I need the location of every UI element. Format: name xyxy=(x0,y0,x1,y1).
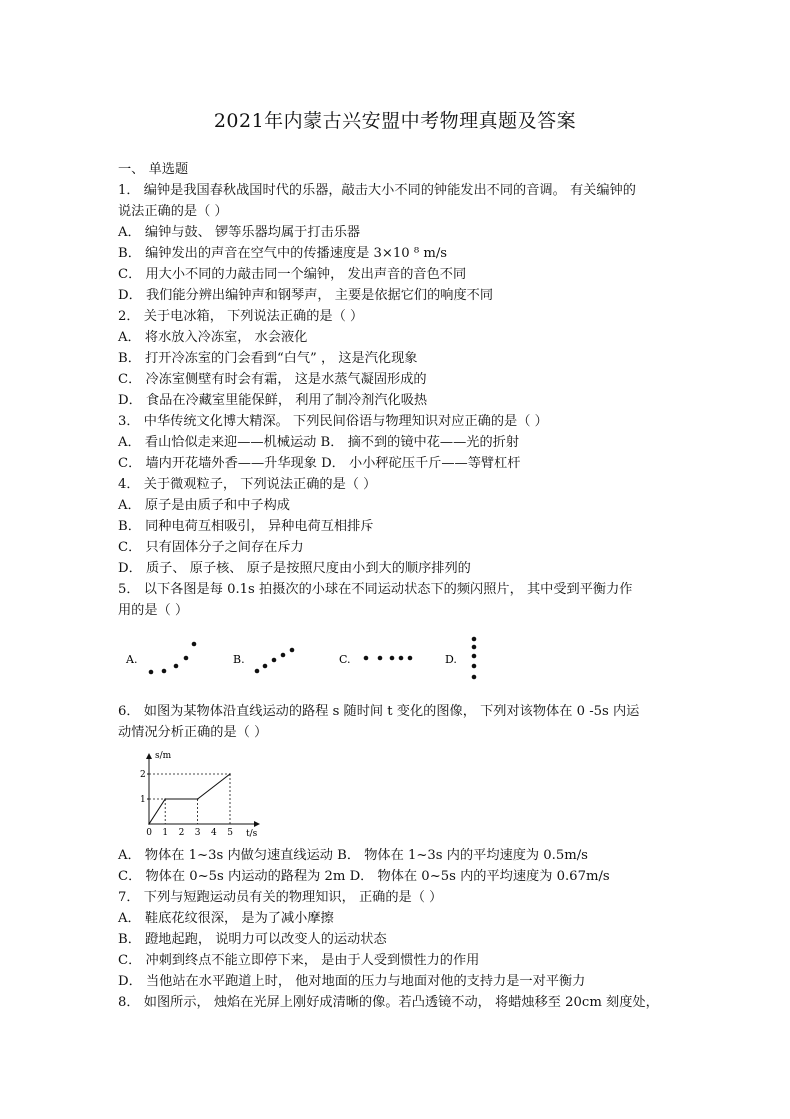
question-2-option-c: C． 冷冻室侧壁有时会有霜， 这是水蒸气凝固形成的 xyxy=(118,372,427,387)
graph6-ticks xyxy=(140,770,233,838)
graph6-y-tick-label: 1 xyxy=(140,795,146,805)
question-2-stem: 2． 关于电冰箱， 下列说法正确的是（ ） xyxy=(118,309,364,324)
question-5-figure xyxy=(120,632,500,682)
question-6-graph xyxy=(135,748,265,840)
question-7-option-b: B． 蹬地起跑， 说明力可以改变人的运动状态 xyxy=(118,932,387,947)
question-1-option-c: C． 用大小不同的力敲击同一个编钟， 发出声音的音色不同 xyxy=(118,267,467,282)
graph6-x-tick-label: 4 xyxy=(211,828,217,838)
question-3-stem: 3． 中华传统文化博大精深。 下列民间俗语与物理知识对应正确的是（ ） xyxy=(118,414,548,429)
graph6-x-tick-label: 2 xyxy=(178,828,185,838)
question-6-stem-cont: 动情况分析正确的是（ ） xyxy=(118,725,268,740)
question-1-stem: 1． 编钟是我国春秋战国时代的乐器，敲击大小不同的钟能发出不同的音调。 有关编钟的 xyxy=(118,183,636,198)
fig5-label-c: C. xyxy=(339,653,351,666)
question-4-stem: 4． 关于微观粒子， 下列说法正确的是（ ） xyxy=(118,477,377,492)
question-5-stem-cont: 用的是（ ） xyxy=(118,603,189,618)
question-1-stem-cont: 说法正确的是（ ） xyxy=(118,204,228,219)
page-title: 2021年内蒙古兴安盟中考物理真题及答案 xyxy=(213,110,577,132)
graph6-x-tick-label: 0 xyxy=(146,828,152,838)
question-1-option-a: A． 编钟与鼓、 锣等乐器均属于打击乐器 xyxy=(118,225,361,240)
question-7-option-a: A． 鞋底花纹很深， 是为了减小摩擦 xyxy=(118,911,334,926)
question-8-stem: 8． 如图所示， 烛焰在光屏上刚好成清晰的像。若凸透镜不动， 将蜡烛移至 20cm 刻度处， xyxy=(118,995,659,1010)
graph6-x-tick-label: 5 xyxy=(227,828,233,838)
question-6-options-cd: C． 物体在 0~5s 内运动的路程为 2m D． 物体在 0~5s 内的平均速度为 0.67m/s xyxy=(118,869,610,884)
question-6-stem: 6． 如图为某物体沿直线运动的路程 s 随时间 t 变化的图像， 下列对该物体在 0 -5s 内运 xyxy=(118,704,640,719)
question-1-option-b: B． 编钟发出的声音在空气中的传播速度是 3×10 ⁸ m/s xyxy=(118,246,448,261)
fig5-dots-a xyxy=(149,642,197,675)
question-2-option-b: B． 打开冷冻室的门会看到“白气” ， 这是汽化现象 xyxy=(118,351,418,366)
question-7-option-d: D． 当他站在水平跑道上时， 他对地面的压力与地面对他的支持力是一对平衡力 xyxy=(118,974,586,989)
fig5-dots-b xyxy=(255,648,295,674)
fig5-label-d: D. xyxy=(445,653,457,666)
graph6-x-tick-label: 1 xyxy=(162,828,169,838)
question-2-option-d: D． 食品在冷藏室里能保鲜， 利用了制冷剂汽化吸热 xyxy=(118,393,428,408)
question-7-option-c: C． 冲刺到终点不能立即停下来， 是由于人受到惯性力的作用 xyxy=(118,953,480,968)
graph6-x-tick-label: 3 xyxy=(194,828,201,838)
question-3-options-cd: C． 墙内开花墙外香——升华现象 D． 小小秤砣压千斤——等臂杠杆 xyxy=(118,456,521,471)
graph6-y-tick-label: 2 xyxy=(140,770,146,780)
question-6-options-ab: A． 物体在 1~3s 内做匀速直线运动 B． 物体在 1~3s 内的平均速度为 0.5m/s xyxy=(118,848,588,863)
question-4-option-c: C． 只有固体分子之间存在斥力 xyxy=(118,540,304,555)
question-5-stem: 5． 以下各图是每 0.1s 拍摄次的小球在不同运动状态下的频闪照片， 其中受到平衡力作 xyxy=(118,582,633,597)
question-2-option-a: A． 将水放入冷冻室， 水会液化 xyxy=(118,330,308,345)
fig5-label-b: B. xyxy=(233,653,245,666)
question-4-option-a: A． 原子是由质子和中子构成 xyxy=(118,498,290,513)
question-1-option-d: D． 我们能分辨出编钟声和钢琴声， 主要是依据它们的响度不同 xyxy=(118,288,494,303)
question-3-options-ab: A． 看山恰似走来迎——机械运动 B． 摘不到的镜中花——光的折射 xyxy=(118,435,520,450)
graph6-x-label: t/s xyxy=(246,829,258,839)
fig5-dots-c xyxy=(364,656,413,661)
graph6-y-label: s/m xyxy=(155,751,172,761)
fig5-label-a: A. xyxy=(126,653,138,666)
question-4-option-d: D． 质子、 原子核、 原子是按照尺度由小到大的顺序排列的 xyxy=(118,561,471,576)
question-7-stem: 7． 下列与短跑运动员有关的物理知识， 正确的是（ ） xyxy=(118,890,443,905)
question-4-option-b: B． 同种电荷互相吸引， 异种电荷互相排斥 xyxy=(118,519,374,534)
fig5-dots-d xyxy=(472,637,477,680)
section-heading: 一、 单选题 xyxy=(118,162,189,177)
